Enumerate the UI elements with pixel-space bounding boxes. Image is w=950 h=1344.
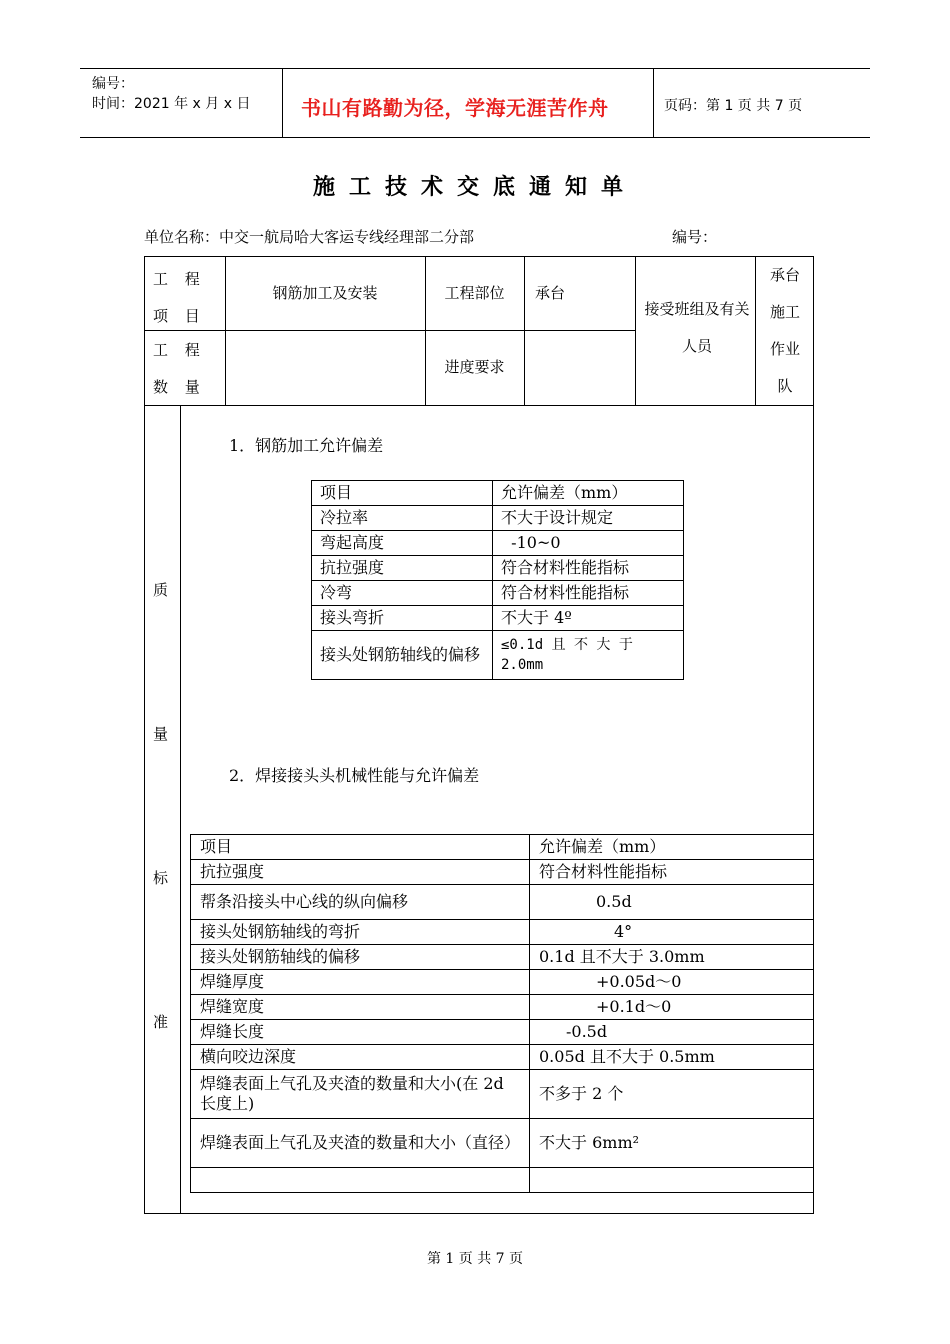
- table-cell: 焊缝厚度: [191, 970, 530, 995]
- table-row: [191, 1168, 814, 1193]
- project-item-label: 工 程 项 目: [153, 270, 206, 325]
- table-cell: ≤0.1d 且 不 大 于 2.0mm: [493, 631, 684, 680]
- table-row: [191, 1020, 814, 1045]
- grid-line: [755, 257, 756, 405]
- header-center: [282, 69, 654, 137]
- table-row: [312, 556, 684, 581]
- team-value: 承台施工作业队: [769, 266, 800, 395]
- table-cell: 弯起高度: [312, 531, 493, 556]
- table-cell: 4°: [530, 920, 814, 945]
- table-cell: 焊缝表面上气孔及夹渣的数量和大小（直径）: [191, 1119, 530, 1168]
- table-cell: -0.5d: [530, 1020, 814, 1045]
- time-label: 时间：2021 年 x 月 x 日: [92, 96, 251, 112]
- table-cell: 冷拉率: [312, 506, 493, 531]
- table-row: [312, 581, 684, 606]
- page-header: [80, 68, 870, 138]
- table-cell: 焊缝宽度: [191, 995, 530, 1020]
- header-right: [654, 69, 870, 137]
- table-row: [312, 506, 684, 531]
- table-row: [312, 531, 684, 556]
- table-cell: 接头处钢筋轴线的偏移: [312, 631, 493, 680]
- table-row: [312, 481, 684, 506]
- table-cell: 不大于设计规定: [493, 506, 684, 531]
- table-row: [191, 1045, 814, 1070]
- side-label-char: 准: [153, 1013, 169, 1031]
- table-cell: 允许偏差（mm）: [530, 835, 814, 860]
- number-label: 编号：: [92, 76, 134, 92]
- side-label-char: 质: [153, 581, 169, 599]
- motto: 书山有路勤为径，学海无涯苦作舟: [301, 96, 609, 120]
- table-cell: 符合材料性能指标: [493, 556, 684, 581]
- header-left: [80, 69, 282, 137]
- side-label-char: 标: [153, 869, 169, 887]
- progress-label: 进度要求: [444, 358, 505, 376]
- table-cell: 接头处钢筋轴线的弯折: [191, 920, 530, 945]
- rebar-tolerance-table: [311, 480, 684, 680]
- page-footer: 第 1 页 共 7 页: [426, 1251, 524, 1267]
- part-label: 工程部位: [444, 284, 505, 302]
- table-cell: +0.05d～0: [530, 970, 814, 995]
- grid-line: [524, 257, 525, 405]
- table-row: [312, 606, 684, 631]
- table-cell: 接头处钢筋轴线的偏移: [191, 945, 530, 970]
- grid-line: [145, 405, 813, 406]
- table-cell: 抗拉强度: [312, 556, 493, 581]
- table-row: [191, 945, 814, 970]
- table-row: [191, 860, 814, 885]
- notice-form: [144, 256, 814, 1214]
- table-row: [191, 995, 814, 1020]
- table-cell: 符合材料性能指标: [530, 860, 814, 885]
- project-item-value: 钢筋加工及安装: [272, 284, 378, 302]
- grid-line: [635, 257, 636, 405]
- table-cell: 接头弯折: [312, 606, 493, 631]
- table-row: [191, 920, 814, 945]
- document-title: 施工技术交底通知单: [312, 175, 637, 200]
- table-cell: 0.5d: [530, 885, 814, 920]
- section2-heading: 2．焊接接头头机械性能与允许偏差: [229, 766, 480, 785]
- table-row: [191, 885, 814, 920]
- table-cell: 焊缝长度: [191, 1020, 530, 1045]
- table-row: [191, 1070, 814, 1119]
- table-cell: 抗拉强度: [191, 860, 530, 885]
- table-row: [191, 835, 814, 860]
- page-info: 页码：第 1 页 共 7 页: [664, 98, 803, 114]
- side-label-char: 量: [153, 725, 169, 743]
- table-row: [191, 970, 814, 995]
- grid-line: [180, 405, 181, 1213]
- team-label: 接受班组及有关人员: [644, 300, 750, 355]
- table-cell: 项目: [312, 481, 493, 506]
- table-cell-empty: [191, 1168, 530, 1193]
- table-cell: 允许偏差（mm）: [493, 481, 684, 506]
- table-cell: 0.1d 且不大于 3.0mm: [530, 945, 814, 970]
- table-cell: 符合材料性能指标: [493, 581, 684, 606]
- table-cell: 0.05d 且不大于 0.5mm: [530, 1045, 814, 1070]
- table-cell: 冷弯: [312, 581, 493, 606]
- table-cell: 帮条沿接头中心线的纵向偏移: [191, 885, 530, 920]
- table-cell: 横向咬边深度: [191, 1045, 530, 1070]
- table-cell: 不大于 6mm²: [530, 1119, 814, 1168]
- table-cell: 不大于 4º: [493, 606, 684, 631]
- table-cell-empty: [530, 1168, 814, 1193]
- table-cell: 焊缝表面上气孔及夹渣的数量和大小(在 2d 长度上): [191, 1070, 530, 1119]
- part-value: 承台: [535, 284, 566, 302]
- weld-tolerance-table: [190, 834, 814, 1193]
- quantity-label: 工 程 数 量: [153, 341, 206, 396]
- table-row: [312, 631, 684, 680]
- table-cell: 项目: [191, 835, 530, 860]
- table-row: [191, 1119, 814, 1168]
- unit-number-label: 编号：: [672, 228, 718, 246]
- section1-heading: 1．钢筋加工允许偏差: [229, 436, 384, 455]
- table-cell: -10~0: [493, 531, 684, 556]
- unit-name: 单位名称：中交一航局哈大客运专线经理部二分部: [144, 228, 475, 246]
- table-cell: +0.1d～0: [530, 995, 814, 1020]
- table-cell: 不多于 2 个: [530, 1070, 814, 1119]
